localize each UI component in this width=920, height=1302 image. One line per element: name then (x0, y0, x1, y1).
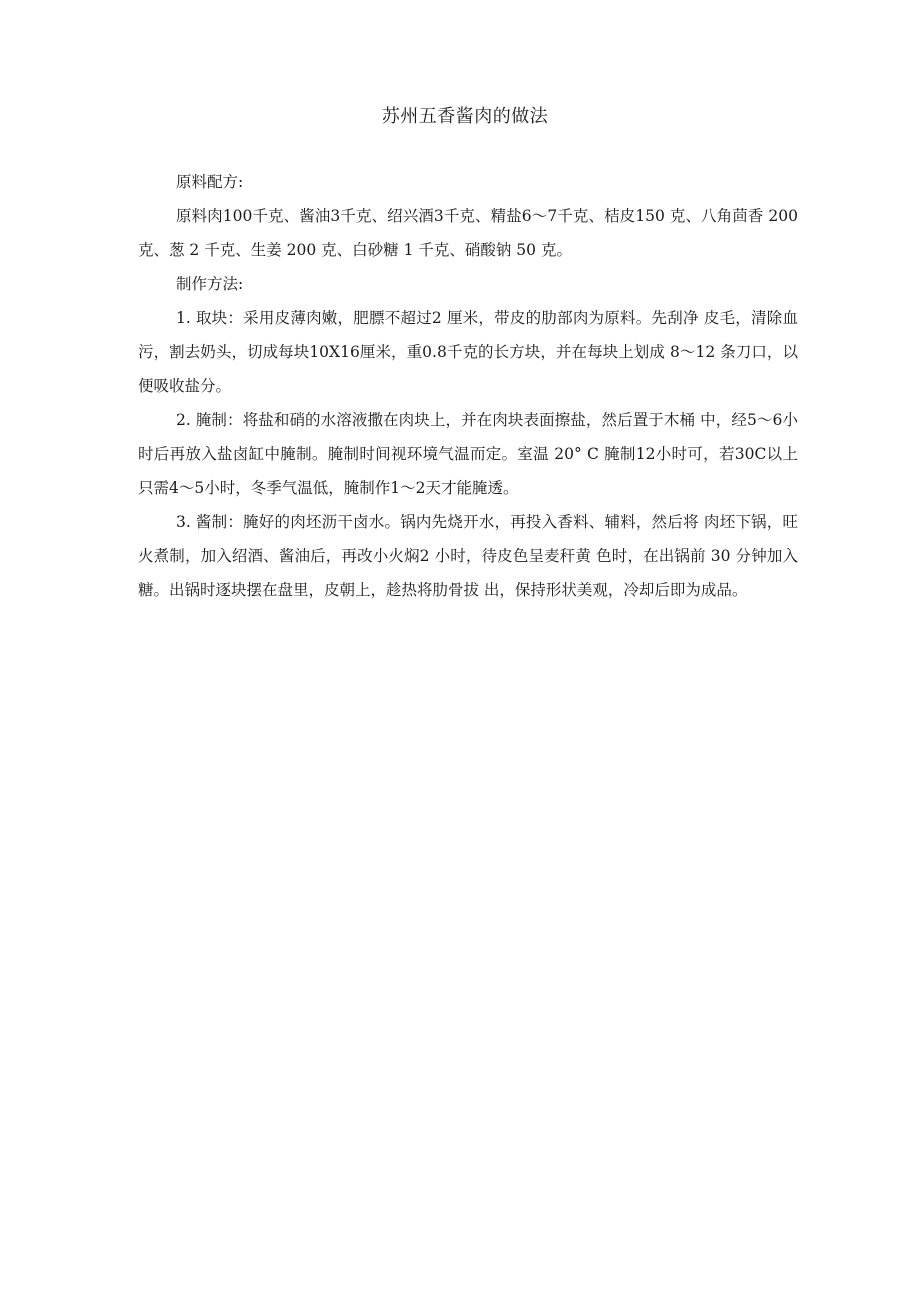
step-3-paragraph: 3. 酱制：腌好的肉坯沥干卤水。锅内先烧开水，再投入香料、辅料，然后将 肉坯下锅，旺火煮制，加入绍酒、酱油后，再改小火焖2 小时，待皮色呈麦秆黄 色时，在出锅前 30 分钟加入糖。出锅时逐块摆在盘里，皮朝上，趁热将肋骨拔 出，保持形状美观，冷却后即为成品。 (138, 513, 798, 599)
step-2-paragraph: 2. 腌制：将盐和硝的水溶液撒在肉块上，并在肉块表面擦盐，然后置于木桶 中，经5〜6小时后再放入盐卤缸中腌制。腌制时间视环境气温而定。室温 20° C 腌制12小时可，若30C以上只需4〜5小时，冬季气温低，腌制作1〜2天才能腌透。 (138, 411, 798, 497)
document-body (138, 165, 798, 607)
page-title: 苏州五香酱肉的做法 (381, 106, 549, 127)
ingredients-heading: 原料配方: (176, 173, 244, 191)
ingredients-paragraph: 原料肉100千克、酱油3千克、绍兴酒3千克、精盐6〜7千克、桔皮150 克、八角茴香 200 克、葱 2 千克、生姜 200 克、白砂糖 1 千克、硝酸钠 50 克。 (138, 207, 798, 259)
method-heading: 制作方法: (176, 275, 244, 293)
step-1-paragraph: 1. 取块：采用皮薄肉嫩，肥膘不超过2 厘米，带皮的肋部肉为原料。先刮净 皮毛，清除血污，割去奶头，切成每块10X16厘米，重0.8千克的长方块，并在每块上划成 8〜12 条刀口，以便吸收盐分。 (138, 309, 798, 395)
